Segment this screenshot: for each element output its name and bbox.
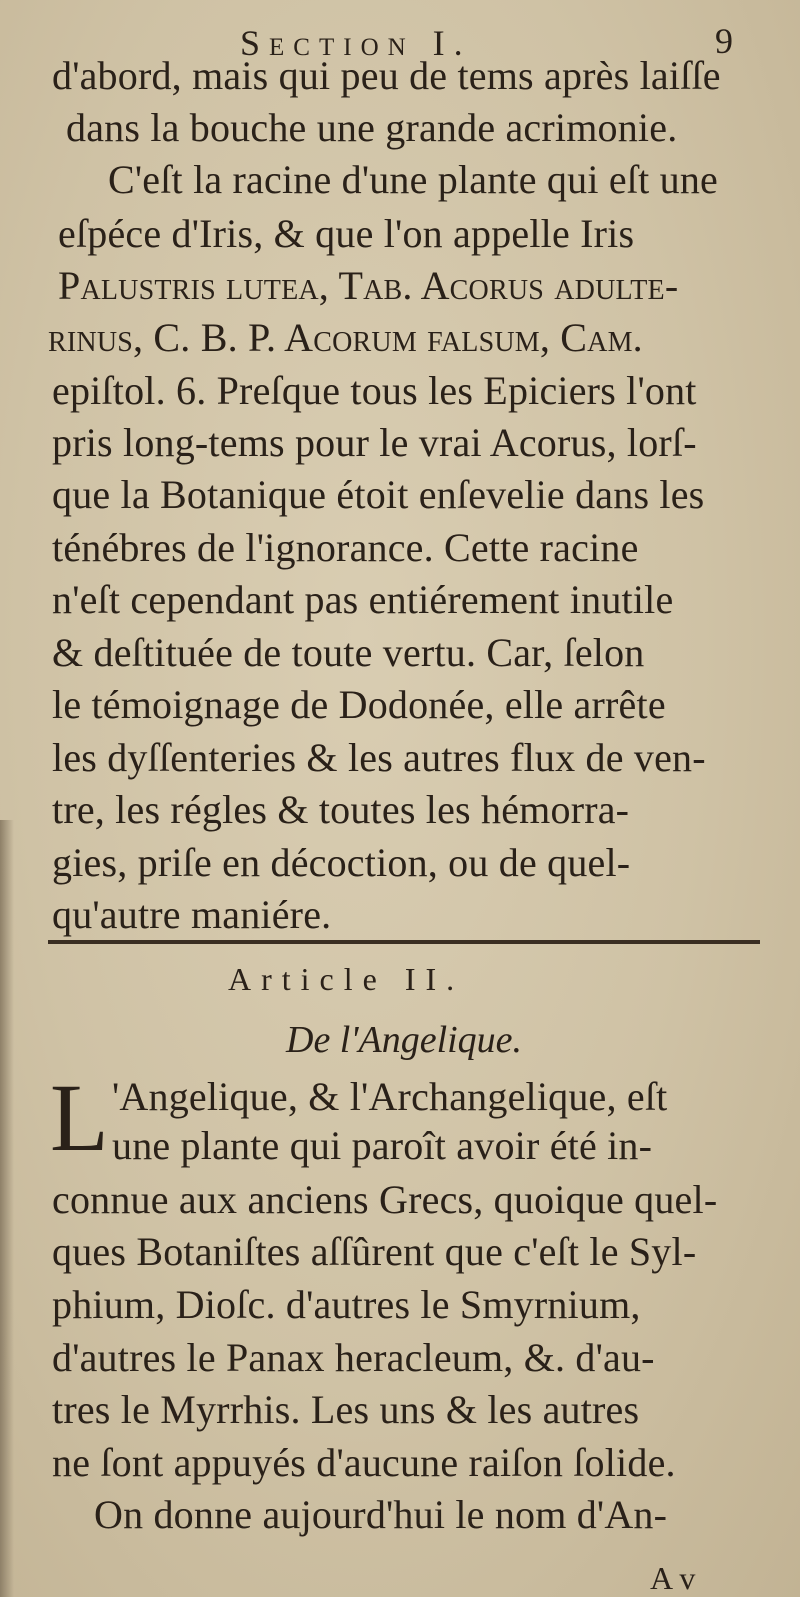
running-header: Section I. (240, 23, 472, 63)
text-line: une plante qui paroît avoir été in- (112, 1123, 653, 1168)
article-heading: Article II. (228, 961, 465, 997)
text-line: les dyſſenteries & les autres flux de ven- (52, 735, 706, 780)
text-line: Palustris lutea, Tab. Acorus adulte- (58, 263, 679, 308)
text-line: 'Angelique, & l'Archangelique, eſt (112, 1074, 668, 1119)
page-edge-shadow (0, 820, 14, 1597)
text-line: C'eſt la racine d'une plante qui eſt une (108, 157, 718, 202)
text-line: que la Botanique étoit enſevelie dans les (52, 472, 705, 517)
text-line: pris long-tems pour le vrai Acorus, lorſ- (52, 420, 697, 465)
text-line: d'abord, mais qui peu de tems après laiſſe (52, 53, 721, 98)
text-line: ques Botaniſtes aſſûrent que c'eſt le Syl- (52, 1229, 697, 1274)
drop-cap-letter: L (50, 1064, 109, 1171)
text-line: le témoignage de Dodonée, elle arrête (52, 682, 666, 727)
text-line: dans la bouche une grande acrimonie. (66, 105, 678, 150)
text-line: ne ſont appuyés d'aucune raiſon ſolide. (52, 1440, 676, 1485)
text-line: n'eſt cependant pas entiérement inutile (52, 577, 674, 622)
text-line: phium, Dioſc. d'autres le Smyrnium, (52, 1282, 641, 1327)
signature-mark: A v (650, 1560, 696, 1596)
text-line: d'autres le Panax heracleum, &. d'au- (52, 1335, 655, 1380)
text-line: qu'autre maniére. (52, 892, 332, 937)
section-divider-rule (48, 940, 760, 944)
text-line: & deſtituée de toute vertu. Car, ſelon (52, 630, 645, 675)
text-line: rinus, C. B. P. Acorum falsum, Cam. (48, 315, 643, 360)
text-line: epiſtol. 6. Preſque tous les Epiciers l'ont (52, 368, 697, 413)
text-line: eſpéce d'Iris, & que l'on appelle Iris (58, 211, 635, 256)
text-line: gies, priſe en décoction, ou de quel- (52, 840, 631, 885)
text-line: connue aux anciens Grecs, quoique quel- (52, 1177, 718, 1222)
page-number: 9 (715, 21, 733, 61)
text-line: ténébres de l'ignorance. Cette racine (52, 525, 639, 570)
text-line: tre, les régles & toutes les hémorra- (52, 787, 630, 832)
article-subheading: De l'Angelique. (286, 1019, 523, 1061)
text-line: tres le Myrrhis. Les uns & les autres (52, 1387, 640, 1432)
text-line: On donne aujourd'hui le nom d'An- (94, 1492, 668, 1537)
